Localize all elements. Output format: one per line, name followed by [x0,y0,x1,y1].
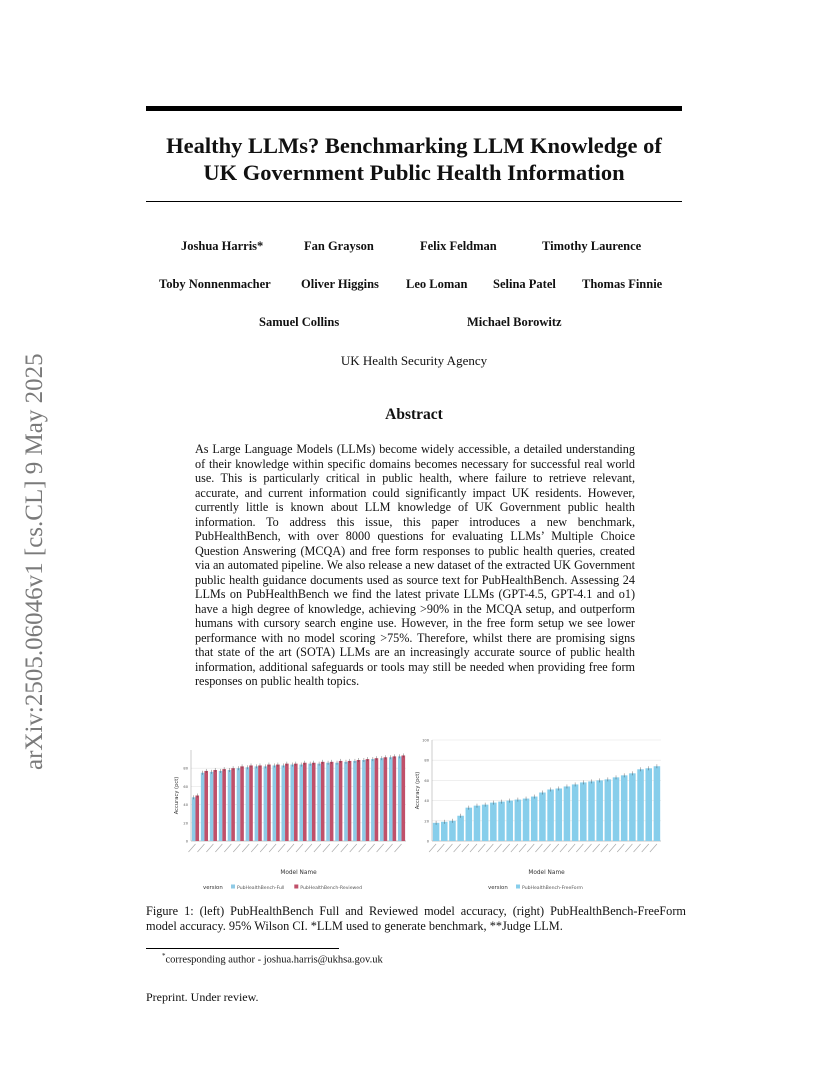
x-tick-mark [601,844,608,852]
bar [264,766,268,841]
bar [317,764,321,841]
title-line-1: Healthy LLMs? Benchmarking LLM Knowledge of [166,133,662,158]
x-tick-mark [462,844,469,852]
y-tick-label: 20 [183,821,188,826]
author-2: Fan Grayson [304,239,374,253]
legend-swatch [294,885,298,889]
footnote-rule [146,948,339,949]
x-tick-mark [260,844,267,852]
author-3: Felix Feldman [420,239,497,253]
x-tick-mark [503,844,510,852]
bar [398,756,402,841]
x-tick-mark [625,844,632,852]
bar [312,763,316,841]
bar [402,755,406,841]
paper-title [130,132,698,186]
legend-label: PubHealthBench-FreeForm [522,886,583,891]
bar [255,766,259,841]
footnote-text: corresponding author - joshua.harris@ukhsa.gov.uk [165,954,383,966]
bar [240,766,244,841]
bar [523,799,530,841]
bar [366,759,370,841]
bar [273,765,277,841]
x-tick-mark [233,844,240,852]
legend-swatch [516,885,520,889]
bar [362,760,366,841]
preprint-note: Preprint. Under review. [146,990,259,1004]
legend-swatch [231,885,235,889]
bar [348,761,352,841]
chart-mcqa-accuracy [163,728,410,894]
bar [645,768,652,841]
bar [498,802,505,841]
legend-title: version [203,885,223,891]
bar [580,782,587,841]
x-tick-mark [544,844,551,852]
footnote-mark: * [162,952,166,960]
x-axis-label: Model Name [280,870,317,876]
x-tick-mark [323,844,330,852]
bar [353,761,357,841]
x-tick-mark [197,844,204,852]
title-line-2: UK Government Public Health Information [203,160,625,185]
bar [357,760,361,841]
bar [339,761,343,841]
bar [547,789,554,841]
bar [596,780,603,841]
x-axis-label: Model Name [528,870,565,876]
y-tick-label: 0 [426,839,429,844]
y-tick-label: 20 [424,819,429,824]
footnote [162,952,383,966]
x-tick-mark [242,844,249,852]
bar [384,757,388,841]
bar [267,765,271,841]
x-tick-mark [359,844,366,852]
y-tick-label: 60 [424,778,429,783]
bar [375,758,379,841]
x-tick-mark [368,844,375,852]
x-tick-mark [314,844,321,852]
bar [219,771,223,841]
author-11: Michael Borowitz [467,315,562,329]
bar [285,764,289,841]
bar [201,773,205,841]
abstract-heading: Abstract [385,406,443,423]
x-tick-mark [470,844,477,852]
author-10: Samuel Collins [259,315,340,329]
bar [210,772,214,841]
author-9: Thomas Finnie [582,277,663,291]
y-tick-label: 100 [422,738,429,743]
x-tick-mark [593,844,600,852]
title-rule [146,201,682,202]
x-tick-mark [576,844,583,852]
x-tick-mark [650,844,657,852]
chart-freeform-accuracy [415,728,665,894]
author-1: Joshua Harris* [181,239,264,253]
figure-caption: Figure 1: (left) PubHealthBench Full and Reviewed model accuracy, (right) PubHealthBench-FreeForm model accuracy. 95% Wilson CI. *LLM used to generate benchmark, **Judge LLM. [146,904,686,933]
bar [605,779,612,841]
x-tick-mark [269,844,276,852]
x-tick-mark [386,844,393,852]
bar [572,784,579,841]
bar [335,763,339,841]
bar [457,816,464,841]
y-tick-label: 40 [183,803,188,808]
bar [228,770,232,841]
bar [621,775,628,841]
bar [393,756,397,841]
y-tick-label: 80 [424,758,429,763]
bar [294,764,298,841]
author-7: Leo Loman [406,277,468,291]
bar [637,769,644,841]
bar [539,793,546,841]
x-tick-mark [495,844,502,852]
x-tick-mark [206,844,213,852]
bar [629,773,636,841]
x-tick-mark [429,844,436,852]
author-8: Selina Patel [493,277,556,291]
legend-label: PubHealthBench-Full [237,886,285,891]
x-tick-mark [527,844,534,852]
bar [246,767,250,841]
bar [466,808,473,841]
x-tick-mark [395,844,402,852]
legend-label: PubHealthBench-Reviewed [300,886,363,891]
bar [299,765,303,841]
x-tick-mark [519,844,526,852]
x-tick-mark [350,844,357,852]
bar [441,822,448,841]
x-tick-mark [278,844,285,852]
bar [490,803,497,841]
y-axis-label: Accuracy (pct) [415,771,421,810]
bar [231,768,235,841]
x-tick-mark [341,844,348,852]
x-tick-mark [305,844,312,852]
bar [344,762,348,841]
x-tick-mark [377,844,384,852]
bar [564,786,571,841]
bar [276,765,280,841]
bar [308,764,312,841]
abstract-text: As Large Language Models (LLMs) become widely accessible, a detailed understanding of their knowledge within specific domains becomes necessary for successful real world use. This is particularly critical in public health, where failure to retrieve relevant, accurate, and current information could significantly impact UK residents. However, currently little is known about LLM knowledge of UK Government public health information. To address this issue, this paper introduces a new benchmark, PubHealthBench, with over 8000 questions for evaluating LLMs’ Multiple Choice Question Answering (MCQA) and free form responses to public health queries, created via an automated pipeline. We also release a new dataset of the extracted UK Government public health guidance documents used as source text for PubHealthBench. Assessing 24 LLMs on PubHealthBench we find the latest private LLMs (GPT-4.5, GPT-4.1 and o1) have a high degree of knowledge, achieving >90% in the MCQA setup, and outperform humans with cursory search engine use. However, in the free form setup we see lower performance with no model scoring >75%. Therefore, whilst there are promising signs that state of the art (SOTA) LLMs are an increasingly accurate source of public health information, additional safeguards or tools may still be needed when providing free form responses on public health topics. [195,442,635,688]
author-5: Toby Nonnenmacher [159,277,271,291]
bar [474,806,481,841]
bar [588,781,595,841]
bar [389,757,393,841]
author-4: Timothy Laurence [542,239,642,253]
x-tick-mark [445,844,452,852]
bar [555,788,562,841]
x-tick-mark [437,844,444,852]
bar [433,823,440,841]
bar [531,797,538,841]
y-tick-label: 60 [183,784,188,789]
x-tick-mark [634,844,641,852]
bar [482,805,489,841]
bar [192,797,196,841]
bar [303,763,307,841]
x-tick-mark [552,844,559,852]
bar [321,762,325,841]
bar [281,765,285,841]
top-rule [146,106,682,111]
bar [371,759,375,841]
bar [506,801,513,841]
legend-title: version [488,885,508,891]
x-tick-mark [215,844,222,852]
author-6: Oliver Higgins [301,277,379,291]
bar [613,777,620,841]
bar [258,765,262,841]
bar [449,821,456,841]
y-tick-label: 0 [185,839,188,844]
x-tick-mark [535,844,542,852]
x-tick-mark [584,844,591,852]
x-tick-mark [188,844,195,852]
x-tick-mark [332,844,339,852]
y-axis-label: Accuracy (pct) [174,776,180,815]
arxiv-identifier: arXiv:2505.06046v1 [cs.CL] 9 May 2025 [21,353,48,770]
x-tick-mark [478,844,485,852]
x-tick-mark [296,844,303,852]
x-tick-mark [287,844,294,852]
x-tick-mark [486,844,493,852]
bar [195,796,199,842]
bar [204,771,208,841]
x-tick-mark [617,844,624,852]
bar [222,769,226,841]
bar [237,768,241,841]
bar [330,762,334,841]
x-tick-mark [454,844,461,852]
affiliation: UK Health Security Agency [340,353,488,368]
bar [290,765,294,841]
x-tick-mark [224,844,231,852]
x-tick-mark [568,844,575,852]
bar [654,766,661,841]
x-tick-mark [511,844,518,852]
bar [213,770,217,841]
y-tick-label: 40 [424,799,429,804]
x-tick-mark [609,844,616,852]
x-tick-mark [642,844,649,852]
bar [380,758,384,841]
x-tick-mark [560,844,567,852]
bar [515,800,522,841]
bar [326,763,330,841]
bar [249,765,253,841]
x-tick-mark [251,844,258,852]
y-tick-label: 80 [183,766,188,771]
